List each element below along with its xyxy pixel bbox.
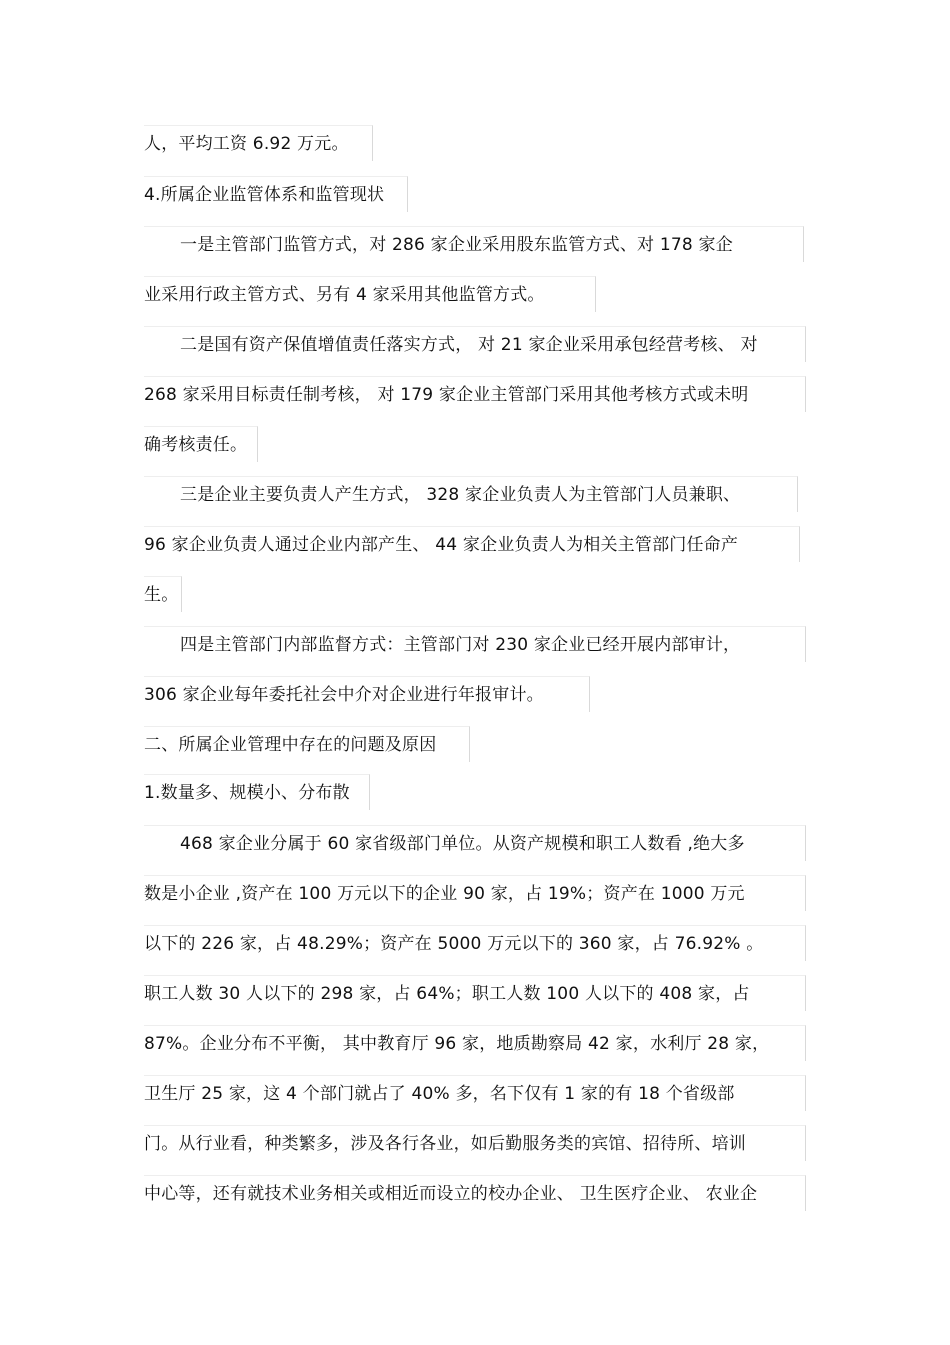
section-heading: 1.数量多、规模小、分布散: [144, 774, 370, 810]
text-line: 以下的 226 家，占 48.29%；资产在 5000 万元以下的 360 家，占 76.92% 。: [144, 925, 806, 961]
section-heading: 4.所属企业监管体系和监管现状: [144, 176, 408, 212]
text-line: 确考核责任。: [144, 426, 258, 462]
text-line: 二是国有资产保值增值责任落实方式， 对 21 家企业采用承包经营考核、 对: [144, 326, 806, 362]
text-line: 三是企业主要负责人产生方式， 328 家企业负责人为主管部门人员兼职、: [144, 476, 798, 512]
text-line: 306 家企业每年委托社会中介对企业进行年报审计。: [144, 676, 590, 712]
text-line: 卫生厅 25 家，这 4 个部门就占了 40% 多，名下仅有 1 家的有 18 个省级部: [144, 1075, 806, 1111]
text-line: 中心等，还有就技术业务相关或相近而设立的校办企业、 卫生医疗企业、 农业企: [144, 1175, 806, 1211]
text-line: 268 家采用目标责任制考核， 对 179 家企业主管部门采用其他考核方式或未明: [144, 376, 806, 412]
text-line: 96 家企业负责人通过企业内部产生、 44 家企业负责人为相关主管部门任命产: [144, 526, 800, 562]
text-line: 四是主管部门内部监督方式：主管部门对 230 家企业已经开展内部审计，: [144, 626, 806, 662]
text-line: 生。: [144, 576, 182, 612]
text-line: 业采用行政主管方式、另有 4 家采用其他监管方式。: [144, 276, 596, 312]
text-line: 数是小企业 ,资产在 100 万元以下的企业 90 家，占 19%；资产在 1000 万元: [144, 875, 806, 911]
section-heading: 二、所属企业管理中存在的问题及原因: [144, 726, 470, 762]
text-line: 人，平均工资 6.92 万元。: [144, 125, 373, 161]
text-line: 468 家企业分属于 60 家省级部门单位。从资产规模和职工人数看 ,绝大多: [144, 825, 806, 861]
text-line: 87%。企业分布不平衡， 其中教育厅 96 家，地质勘察局 42 家，水利厅 28 家，: [144, 1025, 806, 1061]
text-line: 一是主管部门监管方式，对 286 家企业采用股东监管方式、对 178 家企: [144, 226, 804, 262]
text-line: 职工人数 30 人以下的 298 家，占 64%；职工人数 100 人以下的 408 家，占: [144, 975, 806, 1011]
text-line: 门。从行业看，种类繁多，涉及各行各业，如后勤服务类的宾馆、招待所、培训: [144, 1125, 806, 1161]
